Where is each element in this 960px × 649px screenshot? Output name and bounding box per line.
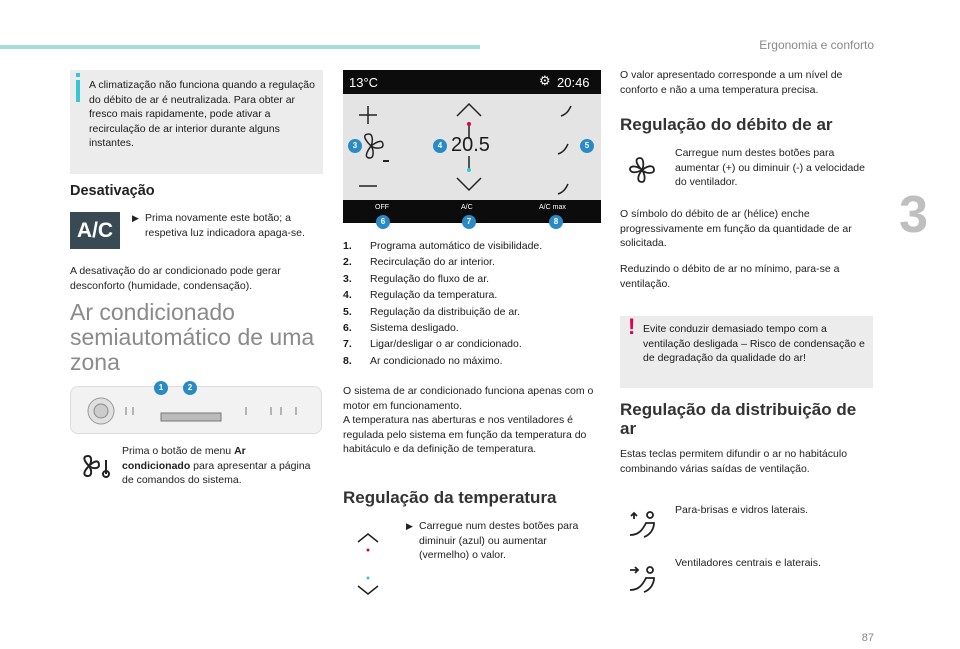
temp-arrows-icon xyxy=(356,528,380,598)
windscreen-airflow-icon xyxy=(626,509,660,539)
deactivation-step: ▶ Prima novamente este botão; a respetiva luz indicadora apaga-se. xyxy=(132,212,305,239)
list-item: 4. Regulação da temperatura. xyxy=(343,289,498,302)
warning-box xyxy=(620,316,873,388)
ac-max-button: A/C max xyxy=(539,204,566,211)
airflow-step: Carregue num destes botões para aumentar (+) ou diminuir (-) a velocidade do ventilador. xyxy=(675,147,865,188)
badge-2: 2 xyxy=(183,381,197,395)
badge-8: 8 xyxy=(549,215,563,229)
temperature-step: ▶ Carregue num destes botões para diminuir (azul) ou aumentar (vermelho) o valor. xyxy=(406,520,579,561)
menu-instruction: Prima o botão de menu Ar condicionado para apresentar a página de comandos do sistema. xyxy=(122,445,311,486)
screen-header xyxy=(343,70,601,94)
list-item: 5. Regulação da distribuição de ar. xyxy=(343,305,521,318)
ac-button: A/C xyxy=(70,212,120,249)
distribution-intro: Estas teclas permitem difundir o ar no habitáculo combinando várias saídas de ventilação. xyxy=(620,448,848,475)
warning-text: Evite conduzir demasiado tempo com a ventilação desligada – Risco de condensação e de degradação da qualidade do ar! xyxy=(643,323,865,364)
off-button: OFF xyxy=(375,204,389,211)
fan-menu-icon xyxy=(80,452,114,480)
chevron-up-icon xyxy=(457,104,481,116)
arrow-bullet-icon: ▶ xyxy=(406,521,413,531)
list-item: 8. Ar condicionado no máximo. xyxy=(343,354,503,367)
fan-icon xyxy=(628,156,656,184)
info-box xyxy=(70,70,323,174)
badge-6: 6 xyxy=(376,215,390,229)
info-text: A climatização não funciona quando a regulação do débito de ar é neutralizada. Para obter ar fresco mais rapidamente, pode ativar a recirculação de ar interior durante alguns instantes. xyxy=(89,79,315,149)
intro-text: O valor apresentado corresponde a um nível de conforto e não a uma temperatura precisa. xyxy=(620,69,843,96)
airflow-note-1: O símbolo do débito de ar (hélice) enche progressivamente em função da quantidade de ar solicitada. xyxy=(620,208,852,249)
list-item: 6. Sistema desligado. xyxy=(343,322,459,335)
ac-toggle-button: A/C xyxy=(461,204,473,211)
dashboard-illustration xyxy=(70,386,322,434)
badge-5: 5 xyxy=(580,139,594,153)
distribution-option-2: Ventiladores centrais e laterais. xyxy=(675,557,821,569)
chapter-title: Ergonomia e conforto xyxy=(759,38,874,52)
page-number: 87 xyxy=(861,632,874,644)
list-item: 2. Recirculação do ar interior. xyxy=(343,256,495,269)
climate-screen xyxy=(343,70,601,223)
header-accent-bar xyxy=(0,45,480,49)
outside-temp: 13°C xyxy=(349,75,379,90)
distribution-option-1: Para-brisas e vidros laterais. xyxy=(675,504,809,516)
distribution-heading: Regulação da distribuição de ar xyxy=(620,400,857,438)
list-item: 7. Ligar/desligar o ar condicionado. xyxy=(343,338,522,351)
badge-1: 1 xyxy=(154,381,168,395)
chapter-number: 3 xyxy=(899,186,928,244)
airflow-note-2: Reduzindo o débito de ar no mínimo, para-se a ventilação. xyxy=(620,263,840,290)
deactivation-heading: Desativação xyxy=(70,183,155,199)
dashboard-controls-icon xyxy=(71,387,323,435)
list-item: 1. Programa automático de visibilidade. xyxy=(343,240,543,252)
info-icon xyxy=(76,80,80,102)
section-title: Ar condicionado semiautomático de uma zona xyxy=(70,299,315,375)
numbered-list xyxy=(343,238,542,369)
clock: 20:46 xyxy=(557,75,590,90)
list-item: 3. Regulação do fluxo de ar. xyxy=(343,272,490,285)
badge-4: 4 xyxy=(433,139,447,153)
airflow-heading: Regulação do débito de ar xyxy=(620,115,833,134)
deactivation-note: A desativação do ar condicionado pode gerar desconforto (humidade, condensação). xyxy=(70,265,281,292)
system-note: O sistema de ar condicionado funciona apenas com o motor em funcionamento. A temperatura nas aberturas e nos ventiladores é regulada pelo sistema em função da temperatura do habitáculo e da definição de temperatura. xyxy=(343,385,594,455)
temperature-heading: Regulação da temperatura xyxy=(343,488,557,507)
badge-3: 3 xyxy=(348,139,362,153)
vent-airflow-icon xyxy=(626,564,660,594)
gear-icon: ⚙ xyxy=(539,73,551,88)
arrow-bullet-icon: ▶ xyxy=(132,213,139,223)
warning-icon: ! xyxy=(628,314,636,339)
badge-7: 7 xyxy=(462,215,476,229)
chevron-down-icon xyxy=(457,178,481,190)
plus-icon xyxy=(359,106,377,124)
set-temperature: 20.5 xyxy=(451,134,490,156)
